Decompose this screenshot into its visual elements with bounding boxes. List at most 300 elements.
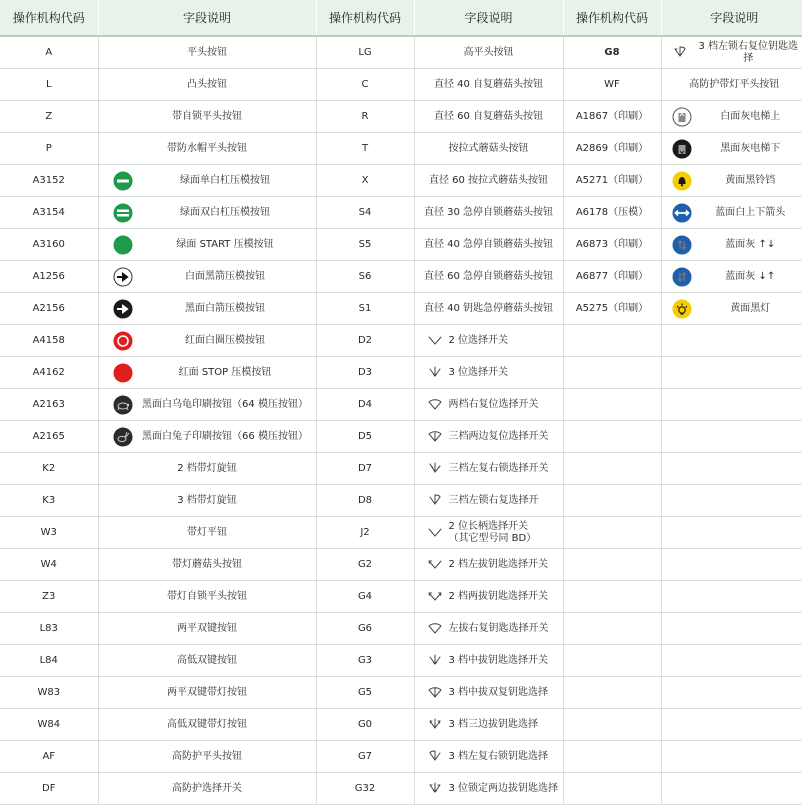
desc-cell xyxy=(98,709,316,741)
header-code-3: 操作机构代码 xyxy=(563,0,661,36)
desc-text: 带灯平钮 xyxy=(187,526,227,538)
desc-text: 3 档中拔钥匙选择开关 xyxy=(448,654,549,666)
code-text: W83 xyxy=(37,686,61,698)
switch-2pos-icon xyxy=(427,333,443,349)
desc-text: 3 位选择开关 xyxy=(448,366,509,378)
code-cell xyxy=(563,36,661,69)
yellow-lamp-icon xyxy=(672,299,692,319)
code-cell xyxy=(0,645,98,677)
desc-cell xyxy=(414,517,563,549)
code-cell xyxy=(0,229,98,261)
code-text: D5 xyxy=(357,430,373,442)
red-white-ring-icon xyxy=(113,331,133,351)
code-text: G0 xyxy=(357,718,373,730)
desc-cell xyxy=(661,357,802,389)
code-cell xyxy=(316,677,414,709)
code-text: L84 xyxy=(39,654,58,666)
code-text: Z3 xyxy=(42,590,56,602)
code-cell xyxy=(0,581,98,613)
desc-text: 红面白圈压模按钮 xyxy=(185,334,265,346)
desc-cell xyxy=(414,229,563,261)
code-text: A3152 xyxy=(32,174,65,186)
code-cell xyxy=(563,485,661,517)
header-desc-3: 字段说明 xyxy=(661,0,802,36)
desc-cell xyxy=(661,197,802,229)
desc-cell xyxy=(98,485,316,517)
code-text: A3154 xyxy=(32,206,65,218)
code-cell xyxy=(0,613,98,645)
key-2pos-both-icon xyxy=(427,589,443,605)
header-desc-2: 字段说明 xyxy=(414,0,563,36)
code-text: W3 xyxy=(40,526,57,538)
desc-text: 高低双键按钮 xyxy=(177,654,237,666)
table-row xyxy=(0,677,802,709)
yellow-bell-icon xyxy=(672,171,692,191)
desc-text: 平头按钮 xyxy=(187,46,227,58)
code-text: Z xyxy=(45,110,53,122)
code-text: L xyxy=(45,78,52,90)
desc-text: 带灯蘑菇头按钮 xyxy=(172,558,242,570)
desc-text: 两平双键按钮 xyxy=(177,622,237,634)
code-text: A4158 xyxy=(32,334,65,346)
code-cell xyxy=(563,421,661,453)
code-text: C xyxy=(361,78,369,90)
desc-cell xyxy=(98,645,316,677)
desc-cell xyxy=(414,709,563,741)
code-cell xyxy=(563,101,661,133)
code-text: A6873（印刷） xyxy=(575,238,649,250)
desc-cell xyxy=(98,229,316,261)
green-double-bar-icon xyxy=(113,203,133,223)
black-turtle-icon xyxy=(113,395,133,415)
table-row xyxy=(0,36,802,69)
code-text: G8 xyxy=(604,46,620,58)
table-row xyxy=(0,421,802,453)
desc-cell xyxy=(98,677,316,709)
black-elevator-down-icon xyxy=(672,139,692,159)
desc-cell xyxy=(661,485,802,517)
desc-cell xyxy=(98,453,316,485)
desc-text: 白面灰电梯上 xyxy=(720,110,781,122)
code-cell xyxy=(316,133,414,165)
code-cell xyxy=(316,197,414,229)
desc-cell xyxy=(414,293,563,325)
desc-cell xyxy=(98,517,316,549)
code-text: P xyxy=(45,142,52,154)
code-text: G32 xyxy=(354,782,376,794)
code-cell xyxy=(316,549,414,581)
key-3pos-left-return-icon xyxy=(427,749,443,765)
code-text: D2 xyxy=(357,334,373,346)
desc-text: 蓝面白上下箭头 xyxy=(715,206,786,218)
code-text: G4 xyxy=(357,590,373,602)
code-text: D4 xyxy=(357,398,373,410)
desc-text: 带防水帽平头按钮 xyxy=(167,142,247,154)
code-cell xyxy=(316,36,414,69)
code-cell xyxy=(563,677,661,709)
desc-text: 直径 60 急停自锁蘑菇头按钮 xyxy=(423,270,554,282)
key-3pos-left-lock-icon xyxy=(672,45,688,61)
code-cell xyxy=(563,613,661,645)
code-text: A2156 xyxy=(32,302,65,314)
code-text: L83 xyxy=(39,622,58,634)
code-text: D8 xyxy=(357,494,373,506)
code-text: WF xyxy=(604,78,620,90)
table-row xyxy=(0,69,802,101)
code-cell xyxy=(316,357,414,389)
table-row xyxy=(0,389,802,421)
desc-cell xyxy=(414,165,563,197)
code-text: S4 xyxy=(358,206,372,218)
desc-text: 黑面灰电梯下 xyxy=(720,142,781,154)
code-cell xyxy=(0,36,98,69)
desc-cell xyxy=(661,165,802,197)
code-cell xyxy=(316,517,414,549)
header-desc-1: 字段说明 xyxy=(98,0,316,36)
code-cell xyxy=(563,197,661,229)
table-row xyxy=(0,453,802,485)
code-cell xyxy=(316,165,414,197)
code-text: A1256 xyxy=(32,270,65,282)
desc-cell xyxy=(414,389,563,421)
desc-cell xyxy=(414,133,563,165)
code-text: AF xyxy=(42,750,56,762)
table-row xyxy=(0,133,802,165)
desc-cell xyxy=(98,165,316,197)
code-text: S6 xyxy=(358,270,372,282)
desc-cell xyxy=(98,293,316,325)
code-cell xyxy=(316,709,414,741)
code-text: DF xyxy=(42,782,56,794)
code-cell xyxy=(0,517,98,549)
code-cell xyxy=(0,421,98,453)
code-text: S1 xyxy=(358,302,372,314)
desc-cell xyxy=(414,549,563,581)
code-cell xyxy=(563,357,661,389)
desc-cell xyxy=(98,69,316,101)
desc-text: 蓝面灰 ↓↑ xyxy=(725,270,776,282)
desc-text: 按拉式蘑菇头按钮 xyxy=(448,142,529,154)
desc-text: 三档左复右锁选择开关 xyxy=(448,462,549,474)
table-row xyxy=(0,229,802,261)
header-row xyxy=(0,0,802,36)
code-cell xyxy=(316,261,414,293)
desc-text: 绿面单白杠压模按钮 xyxy=(180,174,270,186)
switch-3pos-icon xyxy=(427,365,443,381)
desc-text: 高防护带灯平头按钮 xyxy=(689,78,780,90)
blue-up-down-icon xyxy=(672,235,692,255)
desc-cell xyxy=(98,773,316,805)
desc-cell xyxy=(661,133,802,165)
code-text: A4162 xyxy=(32,366,65,378)
code-cell xyxy=(563,581,661,613)
code-cell xyxy=(316,325,414,357)
code-text: W84 xyxy=(37,718,61,730)
black-white-arrow-icon xyxy=(113,299,133,319)
desc-cell xyxy=(661,229,802,261)
code-cell xyxy=(563,133,661,165)
red-stop-icon xyxy=(113,363,133,383)
desc-text: 高低双键带灯按钮 xyxy=(167,718,247,730)
code-cell xyxy=(563,645,661,677)
desc-text: 3 档中拔双复钥匙选择 xyxy=(448,686,549,698)
desc-cell xyxy=(414,613,563,645)
desc-cell xyxy=(661,645,802,677)
code-cell xyxy=(316,229,414,261)
code-cell xyxy=(563,165,661,197)
desc-text: 凸头按钮 xyxy=(187,78,227,90)
table-row xyxy=(0,293,802,325)
code-cell xyxy=(0,773,98,805)
code-text: G7 xyxy=(357,750,373,762)
code-cell xyxy=(0,197,98,229)
switch-3pos-left-return-icon xyxy=(427,461,443,477)
code-cell xyxy=(316,485,414,517)
desc-cell xyxy=(661,453,802,485)
blue-updown-arrow-icon xyxy=(672,203,692,223)
desc-text: 3 档三边拔钥匙选择 xyxy=(448,718,539,730)
table-row xyxy=(0,357,802,389)
code-text: K3 xyxy=(42,494,56,506)
desc-cell xyxy=(661,677,802,709)
desc-cell xyxy=(661,741,802,773)
desc-cell xyxy=(661,101,802,133)
desc-cell xyxy=(414,741,563,773)
desc-cell xyxy=(414,357,563,389)
code-cell xyxy=(0,101,98,133)
code-cell xyxy=(316,613,414,645)
desc-cell xyxy=(98,741,316,773)
code-text: A1867（印刷） xyxy=(575,110,649,122)
code-cell xyxy=(0,69,98,101)
white-black-arrow-icon xyxy=(113,267,133,287)
code-text: A xyxy=(45,46,53,58)
desc-text: 直径 60 按拉式蘑菇头按钮 xyxy=(428,174,549,186)
table-row xyxy=(0,517,802,549)
desc-text: 2 位选择开关 xyxy=(448,334,509,346)
desc-text: 蓝面灰 ↑↓ xyxy=(725,238,776,250)
code-cell xyxy=(316,293,414,325)
code-text: G2 xyxy=(357,558,373,570)
desc-text: 直径 30 急停自锁蘑菇头按钮 xyxy=(423,206,554,218)
desc-cell xyxy=(661,549,802,581)
desc-cell xyxy=(98,389,316,421)
desc-text: 直径 60 自复蘑菇头按钮 xyxy=(433,110,544,122)
desc-cell xyxy=(661,517,802,549)
desc-text: 黑面白兔子印刷按钮（66 模压按钮） xyxy=(142,430,308,442)
desc-cell xyxy=(98,197,316,229)
desc-cell xyxy=(98,357,316,389)
switch-2pos-right-return-icon xyxy=(427,397,443,413)
code-text: J2 xyxy=(360,526,370,538)
desc-cell xyxy=(98,581,316,613)
code-text: LG xyxy=(358,46,372,58)
code-cell xyxy=(563,741,661,773)
code-cell xyxy=(316,101,414,133)
code-text: K2 xyxy=(42,462,56,474)
switch-3pos-left-lock-icon xyxy=(427,493,443,509)
table-row xyxy=(0,709,802,741)
code-cell xyxy=(563,69,661,101)
black-rabbit-icon xyxy=(113,427,133,447)
code-text: W4 xyxy=(40,558,57,570)
desc-cell xyxy=(661,325,802,357)
desc-text: 直径 40 钥匙急停蘑菇头按钮 xyxy=(423,302,554,314)
desc-cell xyxy=(98,101,316,133)
key-3pos-center-double-return-icon xyxy=(427,685,443,701)
desc-cell xyxy=(414,197,563,229)
desc-text: 2 档带灯旋钮 xyxy=(177,462,237,474)
desc-text: 三档两边复位选择开关 xyxy=(448,430,549,442)
code-cell xyxy=(0,165,98,197)
desc-text: 3 位锁定两边拔钥匙选择 xyxy=(448,782,559,794)
desc-cell xyxy=(414,453,563,485)
table-row xyxy=(0,261,802,293)
table-row xyxy=(0,197,802,229)
code-text: G3 xyxy=(357,654,373,666)
desc-text: 高平头按钮 xyxy=(463,46,514,58)
code-text: G5 xyxy=(357,686,373,698)
code-cell xyxy=(0,261,98,293)
desc-text: 3 档左复右锁钥匙选择 xyxy=(448,750,549,762)
table-row xyxy=(0,773,802,805)
key-3pos-three-icon xyxy=(427,717,443,733)
code-cell xyxy=(563,773,661,805)
code-text: A2165 xyxy=(32,430,65,442)
code-cell xyxy=(563,709,661,741)
code-text: A3160 xyxy=(32,238,65,250)
key-2pos-left-icon xyxy=(427,557,443,573)
code-cell xyxy=(0,741,98,773)
desc-cell xyxy=(98,421,316,453)
desc-cell xyxy=(661,69,802,101)
code-cell xyxy=(563,325,661,357)
desc-cell xyxy=(98,325,316,357)
code-text: S5 xyxy=(358,238,372,250)
table-row xyxy=(0,325,802,357)
desc-text: 绿面 START 压模按钮 xyxy=(176,238,274,250)
green-start-icon xyxy=(113,235,133,255)
code-cell xyxy=(0,357,98,389)
desc-cell xyxy=(98,261,316,293)
desc-cell xyxy=(414,645,563,677)
table-row xyxy=(0,741,802,773)
code-text: G6 xyxy=(357,622,373,634)
code-cell xyxy=(316,773,414,805)
code-cell xyxy=(563,229,661,261)
blue-down-up-icon xyxy=(672,267,692,287)
code-cell xyxy=(316,69,414,101)
desc-cell xyxy=(661,261,802,293)
switch-3pos-both-return-icon xyxy=(427,429,443,445)
code-cell xyxy=(0,293,98,325)
desc-cell xyxy=(414,421,563,453)
code-cell xyxy=(316,389,414,421)
desc-text: 高防护平头按钮 xyxy=(172,750,242,762)
desc-text: 黄面黑铃铛 xyxy=(725,174,776,186)
code-text: T xyxy=(361,142,369,154)
desc-cell xyxy=(661,421,802,453)
code-cell xyxy=(316,453,414,485)
code-cell xyxy=(0,389,98,421)
code-cell xyxy=(316,741,414,773)
code-cell xyxy=(316,421,414,453)
code-text: A2869（印刷） xyxy=(575,142,649,154)
desc-text: 黄面黑灯 xyxy=(730,302,771,314)
code-cell xyxy=(563,549,661,581)
desc-text: 三档左锁右复选择开 xyxy=(448,494,539,506)
desc-cell xyxy=(414,581,563,613)
desc-cell xyxy=(414,485,563,517)
desc-text: 两平双键带灯按钮 xyxy=(167,686,247,698)
desc-text: 带自锁平头按钮 xyxy=(172,110,242,122)
header-code-1: 操作机构代码 xyxy=(0,0,98,36)
table-row xyxy=(0,549,802,581)
desc-text: 3 档左锁右复位钥匙选择 xyxy=(698,40,799,64)
desc-text: 2 档左拔钥匙选择开关 xyxy=(448,558,549,570)
desc-cell xyxy=(414,773,563,805)
desc-text: 直径 40 急停自锁蘑菇头按钮 xyxy=(423,238,554,250)
desc-cell xyxy=(661,581,802,613)
code-cell xyxy=(0,549,98,581)
code-text: A5275（印刷） xyxy=(575,302,649,314)
code-cell xyxy=(563,261,661,293)
desc-text: 绿面双白杠压模按钮 xyxy=(180,206,270,218)
desc-text: 带灯自锁平头按钮 xyxy=(167,590,247,602)
desc-cell xyxy=(661,389,802,421)
code-cell xyxy=(0,133,98,165)
desc-text: 高防护选择开关 xyxy=(172,782,242,794)
desc-cell xyxy=(414,69,563,101)
code-cell xyxy=(0,485,98,517)
code-cell xyxy=(563,389,661,421)
code-cell xyxy=(563,517,661,549)
desc-cell xyxy=(414,325,563,357)
code-cell xyxy=(0,453,98,485)
code-cell xyxy=(316,581,414,613)
desc-cell xyxy=(414,261,563,293)
desc-cell xyxy=(98,36,316,69)
desc-cell xyxy=(661,293,802,325)
desc-cell xyxy=(661,613,802,645)
code-text: R xyxy=(361,110,369,122)
code-text: D7 xyxy=(357,462,373,474)
table-row xyxy=(0,645,802,677)
key-3pos-center-icon xyxy=(427,653,443,669)
desc-cell xyxy=(414,677,563,709)
code-cell xyxy=(0,677,98,709)
code-text: A6877（印刷） xyxy=(575,270,649,282)
desc-text: 黑面白乌龟印刷按钮（64 模压按钮） xyxy=(142,398,308,410)
desc-text: 白面黑箭压模按钮 xyxy=(185,270,265,282)
desc-cell xyxy=(661,36,802,69)
code-cell xyxy=(563,453,661,485)
table-row xyxy=(0,581,802,613)
desc-text: 两档右复位选择开关 xyxy=(448,398,539,410)
table-row xyxy=(0,485,802,517)
desc-cell xyxy=(98,613,316,645)
desc-cell xyxy=(661,709,802,741)
code-text: A6178（压模） xyxy=(575,206,649,218)
desc-cell xyxy=(661,773,802,805)
white-elevator-up-icon xyxy=(672,107,692,127)
header-code-2: 操作机构代码 xyxy=(316,0,414,36)
desc-text: 红面 STOP 压模按钮 xyxy=(178,366,272,378)
desc-text: 直径 40 自复蘑菇头按钮 xyxy=(433,78,544,90)
key-3pos-lock-both-icon xyxy=(427,781,443,797)
green-single-bar-icon xyxy=(113,171,133,191)
desc-cell xyxy=(98,549,316,581)
